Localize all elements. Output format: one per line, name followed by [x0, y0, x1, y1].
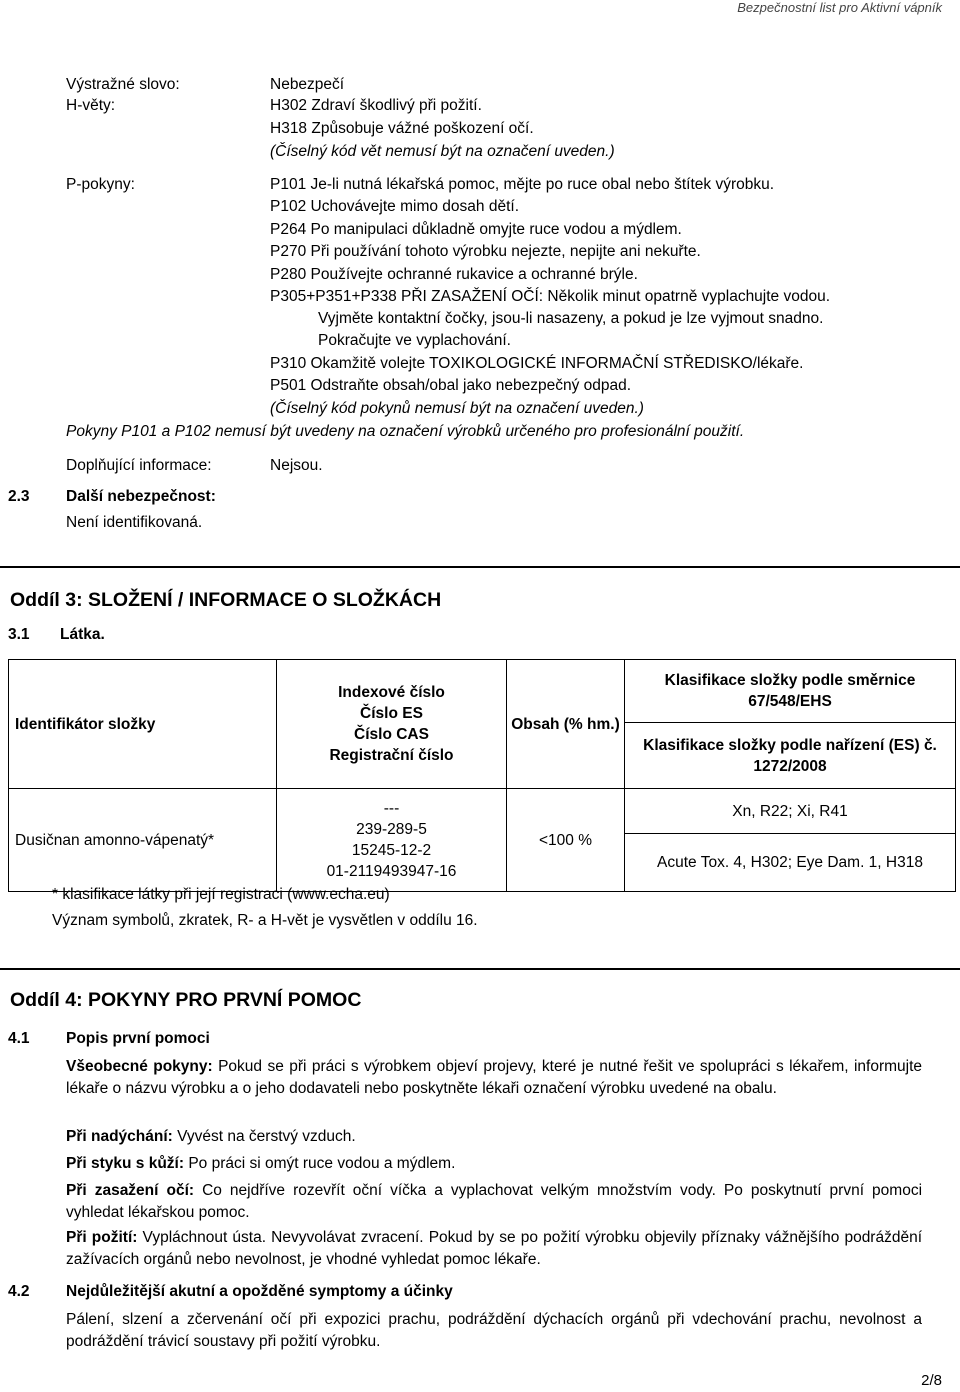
section-4-title: Oddíl 4: POKYNY PRO PRVNÍ POMOC: [10, 989, 362, 1011]
h-statements-note: (Číselný kód vět nemusí být na označení uveden.): [270, 143, 615, 160]
substance-label: Látka.: [60, 626, 105, 643]
skin-label: Při styku s kůží:: [66, 1155, 185, 1172]
footnote: * klasifikace látky při její registraci (www.echa.eu): [52, 886, 390, 903]
p-statement-line: Vyjměte kontaktní čočky, jsou-li nasazeny, a pokud je lze vyjmout snadno.: [318, 310, 824, 327]
p-statements-label: P-pokyny:: [66, 176, 135, 193]
header-line: Registrační číslo: [329, 747, 454, 764]
section-3-title: Oddíl 3: SLOŽENÍ / INFORMACE O SLOŽKÁCH: [10, 589, 442, 611]
header-line: Indexové číslo: [338, 684, 445, 701]
signal-word-value: Nebezpečí: [270, 76, 345, 93]
skin-instructions: [66, 1153, 922, 1175]
p-statement-line: P280 Používejte ochranné rukavice a ochranné brýle.: [270, 266, 638, 283]
p-statement-line: P102 Uchovávejte mimo dosah dětí.: [270, 198, 519, 215]
p-statement-line: P305+P351+P338 PŘI ZASAŽENÍ OČÍ: Několik minut opatrně vyplachujte vodou.: [270, 288, 831, 305]
document-header: Bezpečnostní list pro Aktivní vápník: [737, 0, 942, 15]
p-statement-line: Pokračujte ve vyplachování.: [318, 332, 511, 349]
p-statements-remark: Pokyny P101 a P102 nemusí být uvedeny na označení výrobků určeného pro profesionální použití.: [66, 423, 745, 440]
id-line: ---: [383, 800, 400, 817]
p-statement-line: P101 Je-li nutná lékařská pomoc, mějte po ruce obal nebo štítek výrobku.: [270, 176, 775, 193]
p-statements-note: (Číselný kód pokynů nemusí být na označení uveden.): [270, 400, 644, 417]
p-statement-line: P310 Okamžitě volejte TOXIKOLOGICKÉ INFORMAČNÍ STŘEDISKO/lékaře.: [270, 355, 804, 372]
footnote: Význam symbolů, zkratek, R- a H-vět je vysvětlen v oddílu 16.: [52, 912, 478, 929]
inhalation-instructions: [66, 1126, 922, 1148]
h-statement-line: H302 Zdraví škodlivý při požití.: [270, 97, 482, 114]
other-hazards-title: Další nebezpečnost:: [66, 488, 216, 505]
p-statement-line: P264 Po manipulaci důkladně omyjte ruce vodou a mýdlem.: [270, 221, 682, 238]
table-cell: [277, 789, 507, 892]
h-statement-line: H318 Způsobuje vážné poškození očí.: [270, 120, 534, 137]
header-line: Číslo ES: [360, 705, 423, 722]
section-divider: [0, 968, 960, 970]
table-header-cell: Klasifikace složky podle nařízení (ES) č. 1272/2008: [625, 723, 956, 789]
signal-word-label: Výstražné slovo:: [66, 76, 180, 93]
ingestion-text: Vypláchnout ústa. Nevyvolávat zvracení. Pokud by se po požití výrobku objevily příznaky vážnějšího podráždění zažívacích orgánů nebo nevolnost, je vhodné vyhledat pomoc lékaře.: [66, 1229, 923, 1268]
eye-text: Co nejdříve rozevřít oční víčka a vyplachovat velkým množstvím vody. Po poskytnutí první pomoci vyhledat lékařskou pomoc.: [66, 1182, 923, 1221]
ingestion-label: Při požití:: [66, 1229, 138, 1246]
general-instructions: [66, 1056, 922, 1099]
id-line: 239-289-5: [356, 821, 427, 838]
p-statement-line: P270 Při používání tohoto výrobku nejezte, nepijte ani nekuřte.: [270, 243, 701, 260]
symptoms-text: Pálení, slzení a zčervenání očí při expozici prachu, podráždění dýchacích orgánů při vdechování prachu, nevolnost a podráždění trávicí soustavy při požití výrobku.: [66, 1311, 922, 1350]
extra-info-value: Nejsou.: [270, 457, 323, 474]
table-header-cell: Obsah (% hm.): [507, 660, 625, 789]
p-statement-line: P501 Odstraňte obsah/obal jako nebezpečný odpad.: [270, 377, 632, 394]
table-header-cell: Identifikátor složky: [9, 660, 277, 789]
general-text: Pokud se při práci s výrobkem objeví projevy, které je nutné řešit ve spolupráci s lékařem, informujte lékaře o názvu výrobku a o jeho dodavateli nebo poskytněte lékaři označení výrobku uvedené na obalu.: [66, 1058, 923, 1097]
table-header-cell: Klasifikace složky podle směrnice 67/548/EHS: [625, 660, 956, 723]
table-cell: Xn, R22; Xi, R41: [625, 789, 956, 834]
table-cell: Dusičnan amonno-vápenatý*: [9, 789, 277, 892]
symptoms-title: Nejdůležitější akutní a opožděné symptomy a účinky: [66, 1283, 453, 1300]
skin-text: Po práci si omýt ruce vodou a mýdlem.: [184, 1155, 456, 1172]
inhalation-label: Při nadýchání:: [66, 1128, 173, 1145]
composition-table: [8, 659, 956, 892]
table-cell: <100 %: [507, 789, 625, 892]
eye-instructions: [66, 1180, 922, 1223]
table-header-row: [9, 660, 956, 723]
h-statements-label: H-věty:: [66, 97, 116, 114]
ingestion-instructions: [66, 1227, 922, 1270]
other-hazards-value: Není identifikovaná.: [66, 514, 203, 531]
extra-info-label: Doplňující informace:: [66, 457, 212, 474]
table-header-cell: [277, 660, 507, 789]
header-line: Číslo CAS: [354, 726, 429, 743]
page-number: 2/8: [921, 1372, 942, 1389]
table-row: [9, 789, 956, 834]
section-divider: [0, 566, 960, 568]
id-line: 15245-12-2: [351, 842, 432, 859]
eye-label: Při zasažení očí:: [66, 1182, 195, 1199]
general-label: Všeobecné pokyny:: [66, 1058, 213, 1075]
subsection-number: 4.2: [8, 1283, 30, 1300]
subsection-number: 3.1: [8, 626, 30, 643]
inhalation-text: Vyvést na čerstvý vzduch.: [172, 1128, 356, 1145]
subsection-number: 4.1: [8, 1030, 30, 1047]
table-cell: Acute Tox. 4, H302; Eye Dam. 1, H318: [625, 834, 956, 892]
first-aid-title: Popis první pomoci: [66, 1030, 210, 1047]
id-line: 01-2119493947-16: [326, 863, 457, 880]
subsection-number: 2.3: [8, 488, 30, 505]
